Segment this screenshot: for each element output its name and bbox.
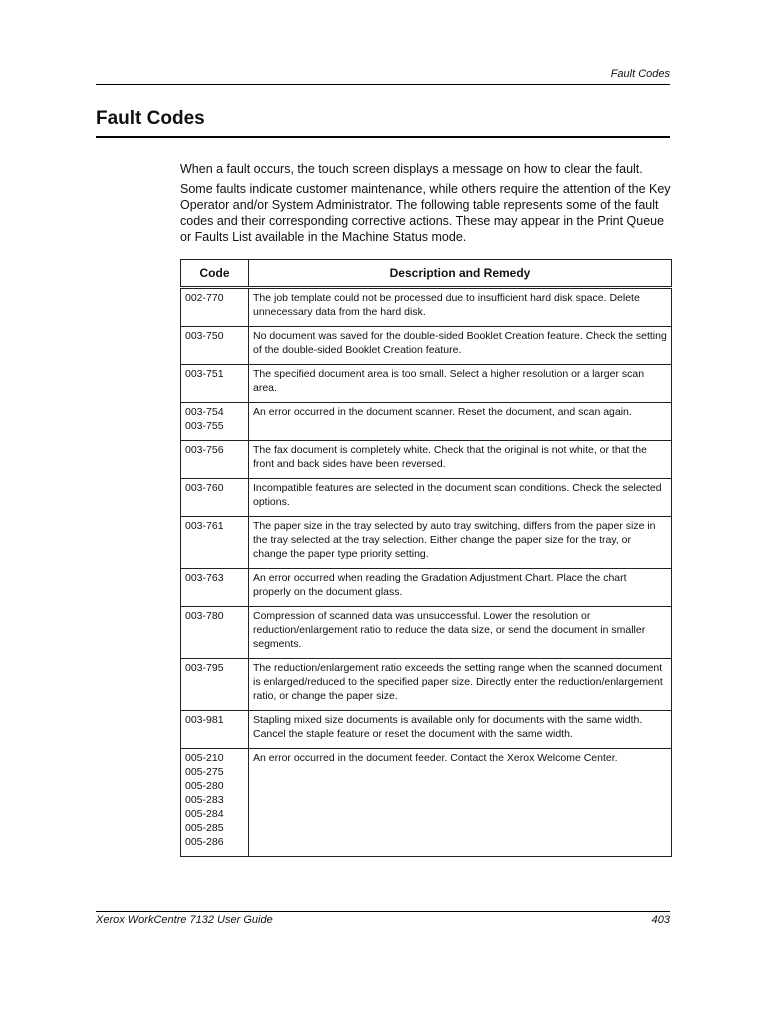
- fault-description: No document was saved for the double-sided Booklet Creation feature. Check the setting of the double-sided Booklet Creation feature.: [249, 327, 672, 365]
- intro-paragraph: When a fault occurs, the touch screen displays a message on how to clear the fault.: [180, 162, 643, 176]
- table-row: [181, 711, 672, 749]
- fault-code: 003-795: [185, 662, 224, 674]
- fault-code-cell: [181, 517, 249, 569]
- fault-code-cell: [181, 479, 249, 517]
- fault-code: 003-981: [185, 714, 224, 726]
- fault-code-cell: [181, 607, 249, 659]
- fault-code: 005-286: [185, 836, 224, 848]
- table-row: [181, 441, 672, 479]
- fault-description: The specified document area is too small. Select a higher resolution or a larger scan area.: [249, 365, 672, 403]
- fault-code-cell: [181, 403, 249, 441]
- fault-codes-table: [180, 259, 672, 857]
- fault-code: 003-780: [185, 610, 224, 622]
- intro-paragraph: Some faults indicate customer maintenance, while others require the attention of the Key Operator and/or System Administrator. The following table represents some of the fault codes and their corresponding corrective actions. These may appear in the Print Queue or Faults List available in the Machine Status mode.: [180, 182, 671, 244]
- fault-code: 005-285: [185, 822, 224, 834]
- guide-title: Xerox WorkCentre 7132 User Guide: [96, 914, 273, 926]
- fault-code: 003-750: [185, 330, 224, 342]
- fault-code: 005-283: [185, 794, 224, 806]
- footer-rule: [96, 911, 670, 912]
- fault-description: An error occurred in the document scanner. Reset the document, and scan again.: [249, 403, 672, 441]
- fault-code: 003-756: [185, 444, 224, 456]
- table-header-row: [181, 260, 672, 288]
- fault-description: Compression of scanned data was unsuccessful. Lower the resolution or reduction/enlargement ratio to reduce the data size, or send the document in smaller segments.: [249, 607, 672, 659]
- fault-code-cell: [181, 711, 249, 749]
- table-row: [181, 288, 672, 327]
- fault-code: 003-754: [185, 406, 224, 418]
- table-row: [181, 327, 672, 365]
- title-rule: [96, 136, 670, 138]
- fault-code-cell: [181, 569, 249, 607]
- fault-code: 002-770: [185, 292, 224, 304]
- column-header-code: Code: [181, 260, 249, 288]
- fault-code: 005-280: [185, 780, 224, 792]
- fault-description: The job template could not be processed due to insufficient hard disk space. Delete unnecessary data from the hard disk.: [249, 288, 672, 327]
- table-row: [181, 569, 672, 607]
- fault-code: 003-763: [185, 572, 224, 584]
- table-row: [181, 517, 672, 569]
- table-row: [181, 607, 672, 659]
- fault-code-cell: [181, 749, 249, 857]
- table-row: [181, 479, 672, 517]
- table-row: [181, 365, 672, 403]
- fault-description: Incompatible features are selected in the document scan conditions. Check the selected options.: [249, 479, 672, 517]
- fault-description: Stapling mixed size documents is available only for documents with the same width. Cancel the staple feature or reset the document with the same width.: [249, 711, 672, 749]
- header-rule: [96, 84, 670, 85]
- fault-code-cell: [181, 365, 249, 403]
- page-number: 403: [651, 914, 670, 926]
- table-row: [181, 403, 672, 441]
- table-row: [181, 749, 672, 857]
- fault-code: 003-751: [185, 368, 224, 380]
- fault-code: 003-755: [185, 420, 224, 432]
- fault-code-cell: [181, 441, 249, 479]
- fault-description: The fax document is completely white. Check that the original is not white, or that the front and back sides have been reversed.: [249, 441, 672, 479]
- fault-description: The reduction/enlargement ratio exceeds the setting range when the scanned document is enlarged/reduced to the specified paper size. Directly enter the reduction/enlargement ratio, or change the paper size.: [249, 659, 672, 711]
- fault-code-cell: [181, 327, 249, 365]
- fault-code: 005-275: [185, 766, 224, 778]
- fault-code: 005-284: [185, 808, 224, 820]
- table-row: [181, 659, 672, 711]
- column-header-description: Description and Remedy: [249, 260, 672, 288]
- fault-code: 005-210: [185, 752, 224, 764]
- table-body: [181, 288, 672, 857]
- fault-code-cell: [181, 659, 249, 711]
- fault-code: 003-760: [185, 482, 224, 494]
- intro-text: [180, 161, 672, 249]
- running-header: Fault Codes: [610, 68, 670, 80]
- fault-code: 003-761: [185, 520, 224, 532]
- fault-description: An error occurred in the document feeder. Contact the Xerox Welcome Center.: [249, 749, 672, 857]
- fault-description: An error occurred when reading the Gradation Adjustment Chart. Place the chart properly on the document glass.: [249, 569, 672, 607]
- footer: [96, 914, 670, 926]
- fault-description: The paper size in the tray selected by auto tray switching, differs from the paper size in the tray selected at the tray selection. Either change the paper size for the tray, or change the paper type priority setting.: [249, 517, 672, 569]
- page-title: Fault Codes: [96, 108, 205, 129]
- fault-code-cell: [181, 288, 249, 327]
